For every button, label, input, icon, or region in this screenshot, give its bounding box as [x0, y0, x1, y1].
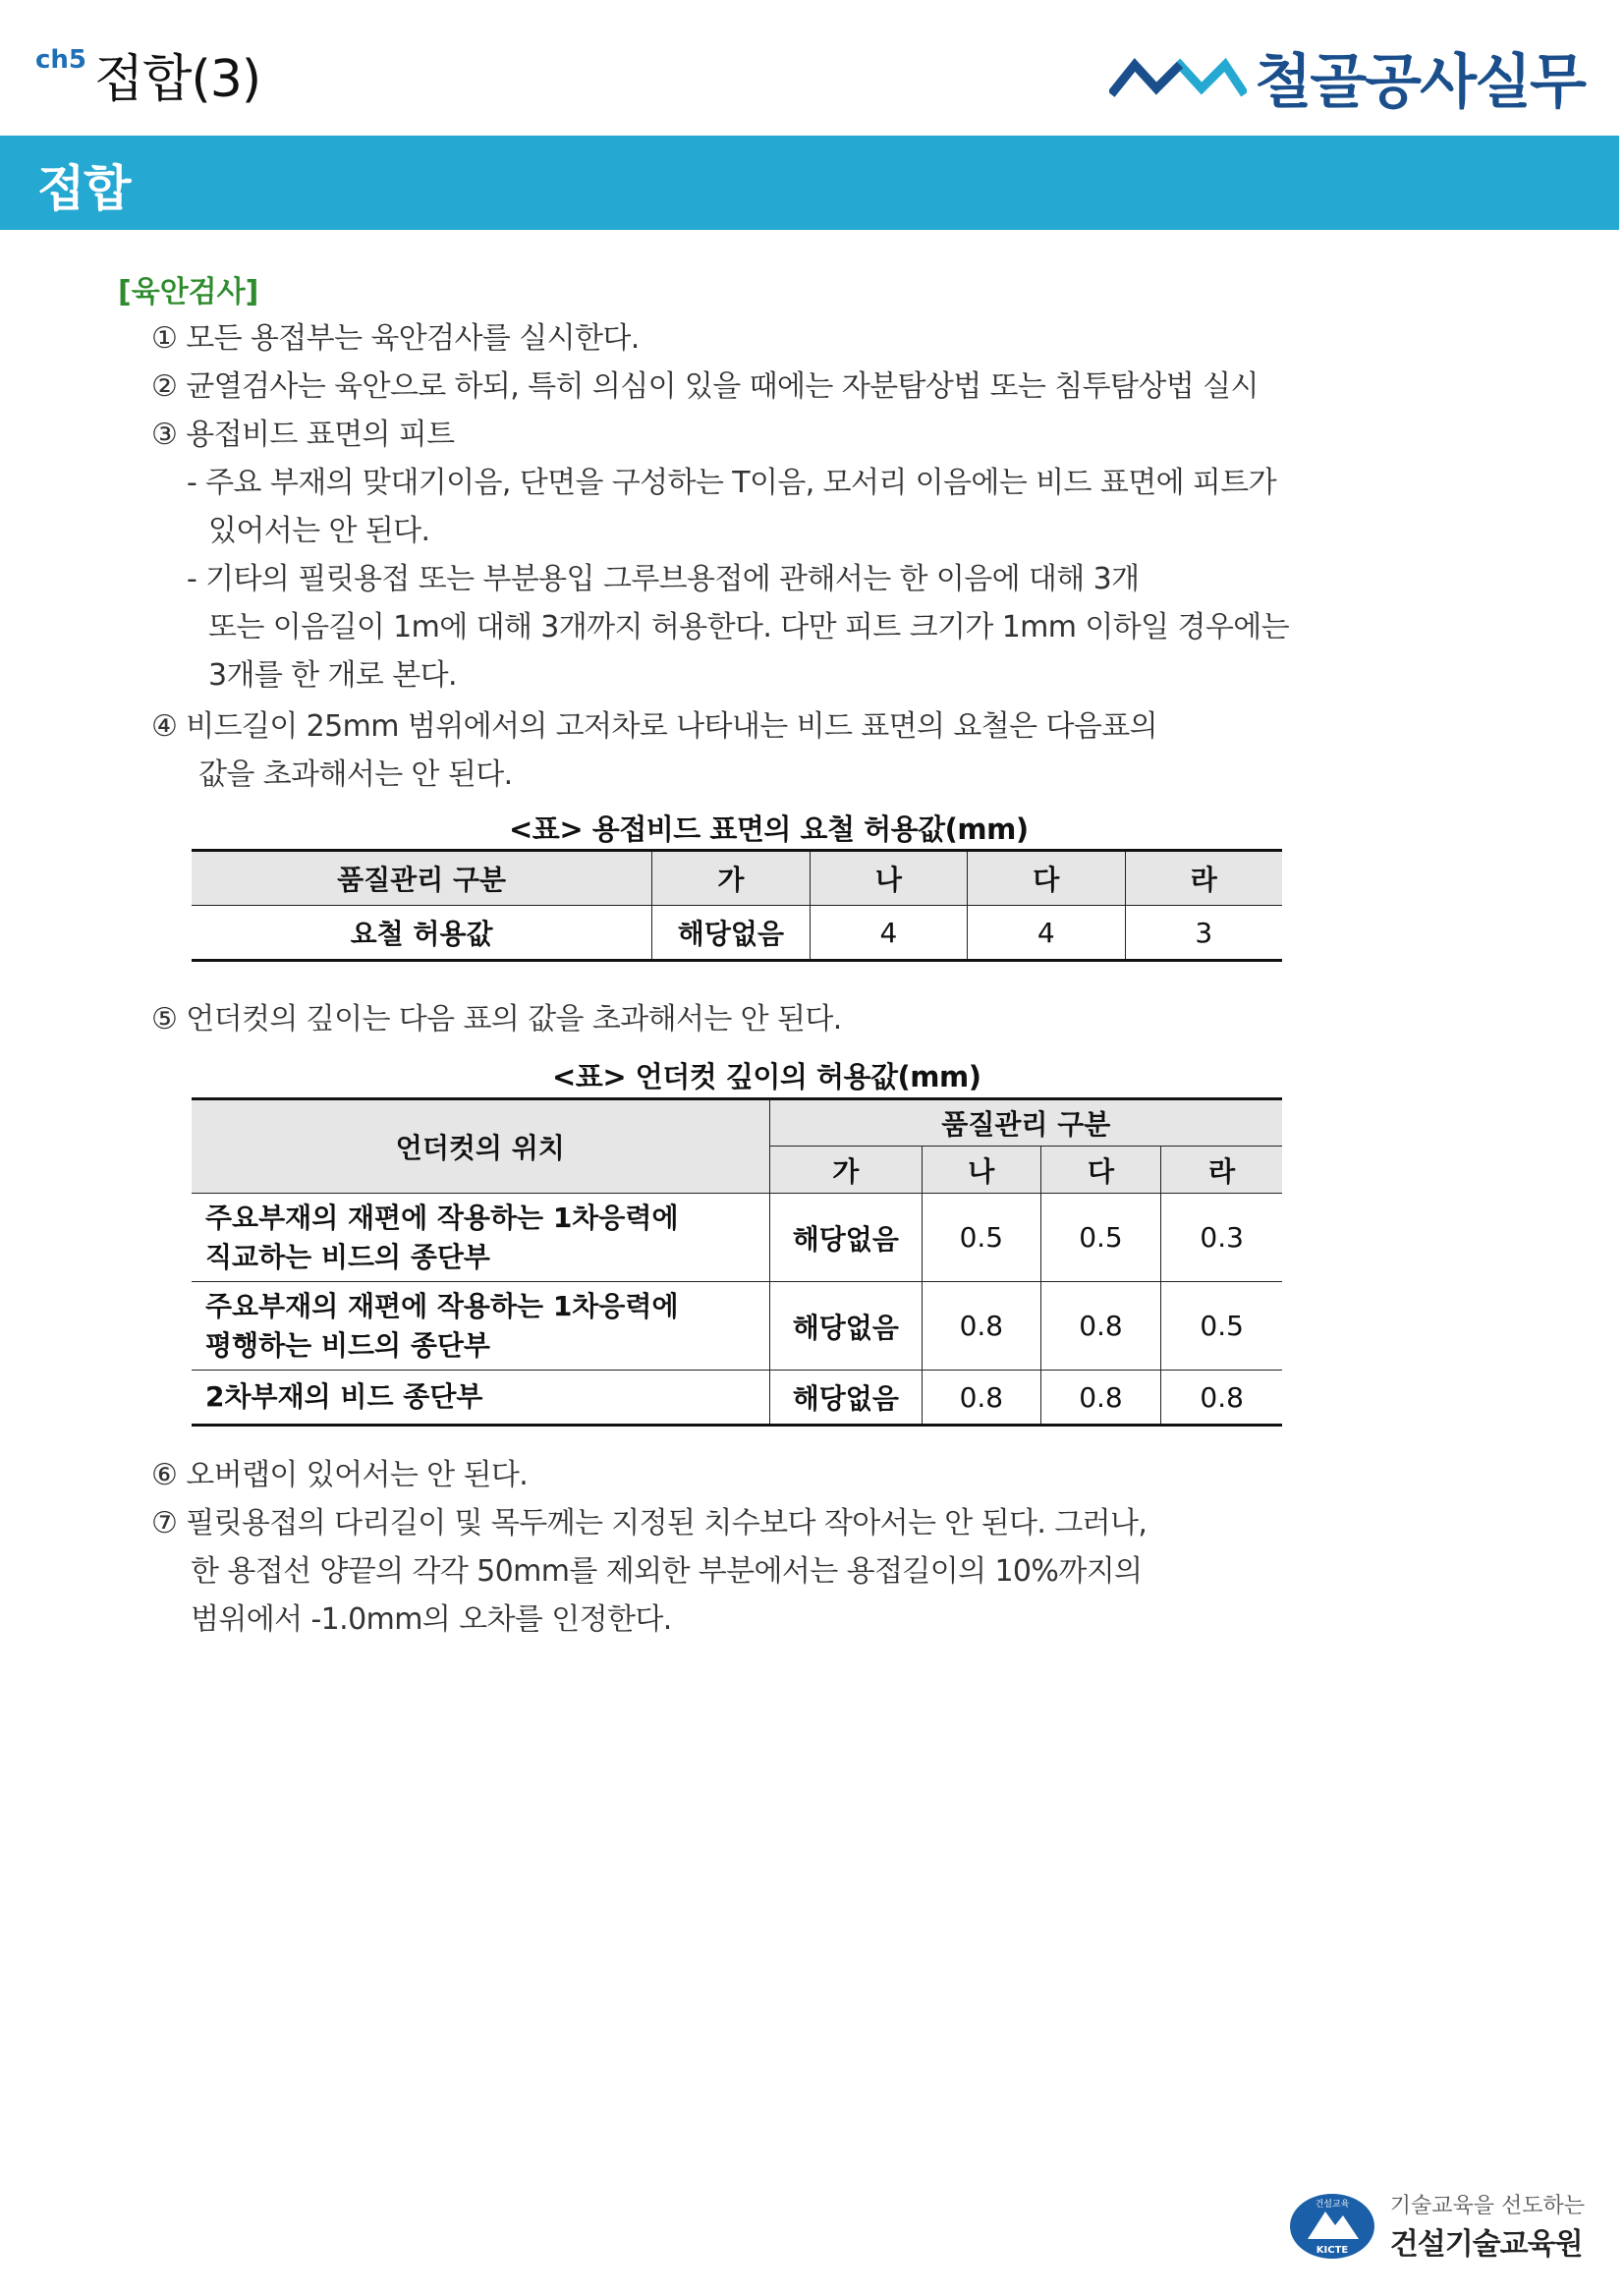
text-line: ③ 용접비드 표면의 피트: [151, 418, 455, 452]
table1-caption: <표> 용접비드 표면의 요철 허용값(mm): [509, 812, 1029, 846]
text-line: - 기타의 필릿용접 또는 부분용입 그루브용접에 관해서는 한 이음에 대해 3개: [187, 562, 1140, 596]
table-header-row: [192, 1099, 1282, 1147]
text-line: ④ 비드길이 25mm 범위에서의 고저차로 나타내는 비드 표면의 요철은 다음표의: [151, 709, 1157, 744]
section-banner: [0, 136, 1619, 230]
footer-slogan: 기술교육을 선도하는: [1389, 2194, 1585, 2218]
table-header: 가: [769, 1147, 922, 1194]
text-line: 값을 초과해서는 안 된다.: [198, 757, 513, 792]
kicte-emblem-icon: [1288, 2192, 1376, 2261]
banner-title: 접합: [37, 160, 131, 217]
brand-name: 철골공사실무: [1255, 48, 1585, 117]
table-cell: 0.5: [923, 1194, 1041, 1282]
text-line: 한 용접선 양끝의 각각 50mm를 제외한 부분에서는 용접길이의 10%까지의: [191, 1554, 1143, 1589]
table-cell: [192, 1194, 769, 1282]
footer-logo: [1288, 2189, 1585, 2263]
table-cell: [192, 1371, 769, 1426]
text-line: ⑥ 오버랩이 있어서는 안 된다.: [151, 1458, 529, 1492]
footer-text: [1390, 2189, 1585, 2263]
table-header: 가: [652, 851, 810, 906]
table-row: [192, 1194, 1282, 1282]
position-line: 2차부재의 비드 종단부: [205, 1380, 483, 1413]
chapter-code: ch5: [35, 45, 87, 75]
table2-caption: <표> 언더컷 깊이의 허용값(mm): [552, 1060, 981, 1093]
table-header: 라: [1161, 1147, 1282, 1194]
table-header: 품질관리 구분: [192, 851, 652, 906]
table-header: 나: [923, 1147, 1041, 1194]
text-line: ② 균열검사는 육안으로 하되, 특히 의심이 있을 때에는 자분탐상법 또는 침투탐상법 실시: [151, 369, 1259, 404]
table-header-row: [192, 851, 1282, 906]
chapter-heading: [35, 37, 260, 111]
brand: [1109, 35, 1585, 120]
table-cell: 4: [968, 906, 1125, 961]
table-cell: 0.8: [923, 1282, 1041, 1371]
text-line: 범위에서 -1.0mm의 오차를 인정한다.: [191, 1602, 672, 1637]
text-line: ⑦ 필릿용접의 다리길이 및 목두께는 지정된 치수보다 작아서는 안 된다. 그러나,: [151, 1506, 1148, 1540]
section-title: [육안검사]: [118, 275, 259, 309]
table-header: 다: [1040, 1147, 1161, 1194]
table-cell: 해당없음: [769, 1194, 922, 1282]
table-header: 다: [968, 851, 1125, 906]
table-row: [192, 906, 1282, 961]
table-cell: 4: [810, 906, 967, 961]
text-line: ⑤ 언더컷의 깊이는 다음 표의 값을 초과해서는 안 된다.: [151, 1002, 842, 1036]
table-cell: 0.5: [1161, 1282, 1282, 1371]
table-header: 언더컷의 위치: [192, 1099, 769, 1194]
table-header: 라: [1125, 851, 1282, 906]
table-cell: 0.8: [1040, 1371, 1161, 1426]
table-cell: 0.8: [1040, 1282, 1161, 1371]
table-header: 품질관리 구분: [769, 1099, 1282, 1147]
table-cell: 0.3: [1161, 1194, 1282, 1282]
table-header: 나: [810, 851, 967, 906]
undercut-table: [192, 1097, 1282, 1427]
emblem-bottom-text: KICTE: [1316, 2244, 1348, 2256]
table-cell: 해당없음: [769, 1371, 922, 1426]
table-cell: 0.8: [1161, 1371, 1282, 1426]
text-line: 있어서는 안 된다.: [208, 514, 430, 548]
bead-surface-table: [192, 849, 1282, 962]
table-cell: 3: [1125, 906, 1282, 961]
table-row: [192, 1282, 1282, 1371]
chapter-title: 접합(3): [94, 50, 261, 109]
text-line: 3개를 한 개로 본다.: [208, 658, 457, 693]
text-line: ① 모든 용접부는 육안검사를 실시한다.: [151, 321, 640, 356]
table-cell: 0.8: [923, 1371, 1041, 1426]
table-cell: 요철 허용값: [192, 906, 652, 961]
table-cell: [192, 1282, 769, 1371]
table-cell: 해당없음: [769, 1282, 922, 1371]
table-cell: 해당없음: [652, 906, 810, 961]
table-cell: 0.5: [1040, 1194, 1161, 1282]
position-line: 평행하는 비드의 종단부: [205, 1328, 490, 1362]
position-line: 주요부재의 재편에 작용하는 1차응력에: [205, 1289, 679, 1322]
emblem-top-text: 건설교육: [1315, 2199, 1350, 2210]
table-row: [192, 1371, 1282, 1426]
footer-org: 건설기술교육원: [1389, 2227, 1583, 2262]
position-line: 주요부재의 재편에 작용하는 1차응력에: [205, 1201, 679, 1234]
wave-logo-icon: [1109, 55, 1247, 100]
text-line: 또는 이음길이 1m에 대해 3개까지 허용한다. 다만 피트 크기가 1mm 이하일 경우에는: [208, 610, 1289, 644]
position-line: 직교하는 비드의 종단부: [205, 1240, 490, 1273]
text-line: - 주요 부재의 맞대기이음, 단면을 구성하는 T이음, 모서리 이음에는 비드 표면에 피트가: [187, 466, 1277, 500]
